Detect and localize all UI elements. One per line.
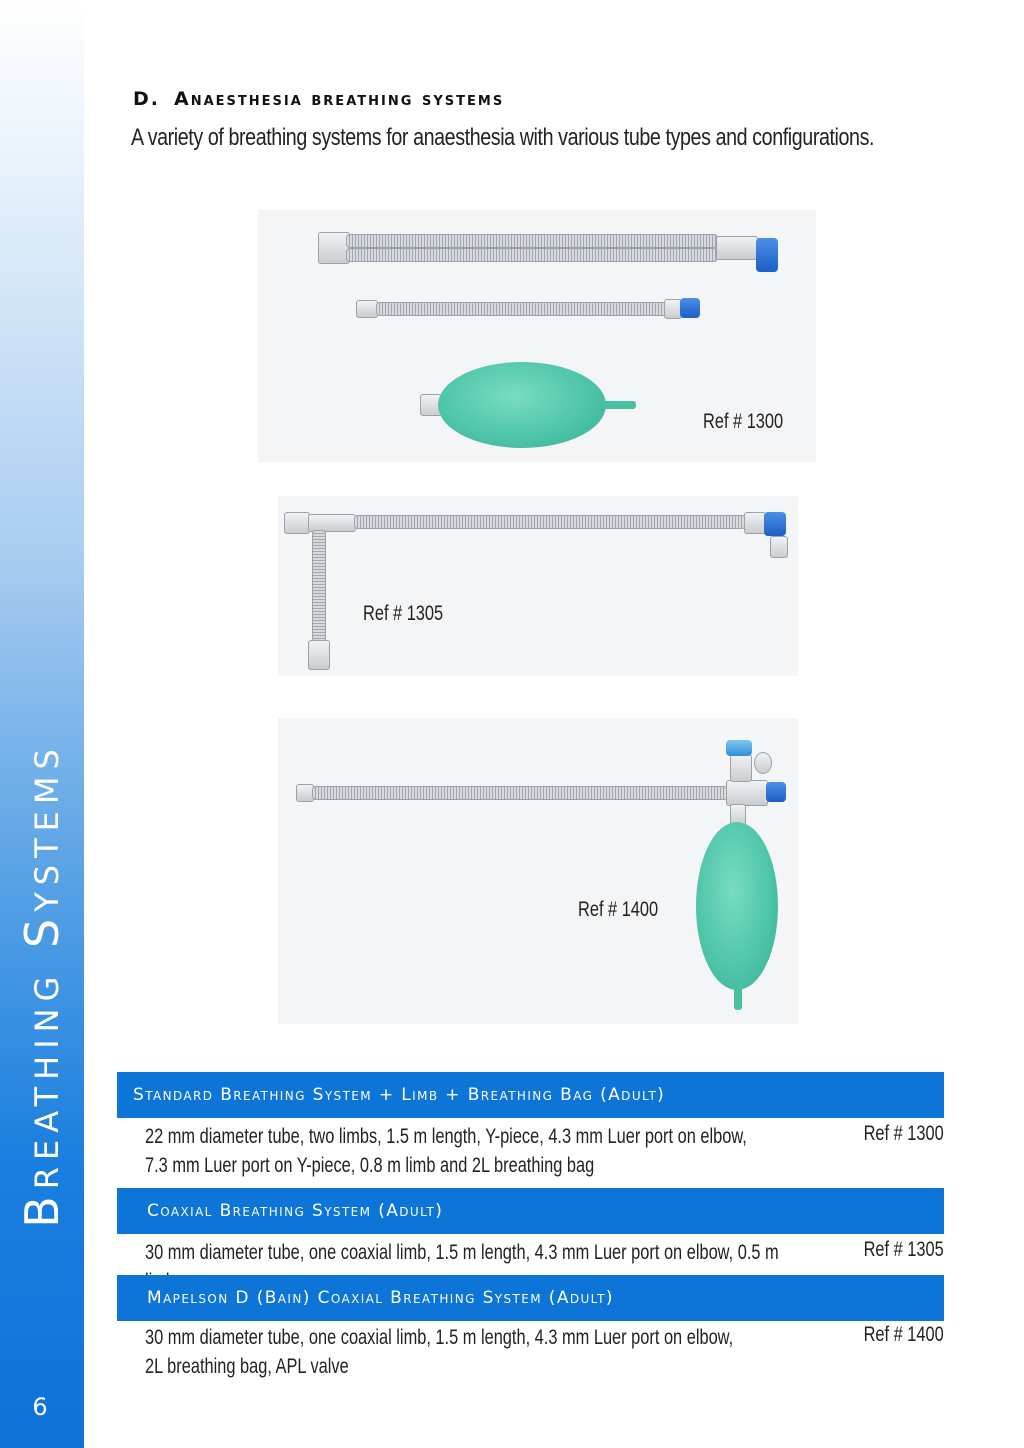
product-title-1305: Coaxial Breathing System (Adult) bbox=[117, 1188, 944, 1234]
breathing-bag bbox=[438, 362, 606, 448]
photo-ref-label: Ref # 1300 bbox=[703, 410, 784, 433]
product-desc-1400-line2: 2L breathing bag, APL valve bbox=[145, 1355, 349, 1378]
product-ref-1300: Ref # 1300 bbox=[863, 1122, 944, 1145]
section-title: Anaesthesia breathing systems bbox=[174, 88, 505, 110]
product-ref-1305: Ref # 1305 bbox=[863, 1238, 944, 1261]
page-number: 6 bbox=[32, 1393, 48, 1421]
corrugated-tube bbox=[376, 302, 668, 316]
bag-tail bbox=[602, 401, 636, 409]
corrugated-tube bbox=[346, 234, 718, 248]
apl-valve-knob bbox=[754, 752, 772, 774]
section-letter: D. bbox=[133, 88, 160, 110]
tube-connector bbox=[356, 300, 378, 318]
tube-connector bbox=[284, 512, 310, 534]
product-photo-1305 bbox=[278, 496, 798, 676]
product-desc-1400-line1: 30 mm diameter tube, one coaxial limb, 1.5 m length, 4.3 mm Luer port on elbow, bbox=[145, 1326, 734, 1349]
photo-ref-label: Ref # 1305 bbox=[363, 602, 444, 625]
tube-end-connector bbox=[766, 782, 786, 802]
intro-text: A variety of breathing systems for anaesthesia with various tube types and configurations. bbox=[131, 124, 875, 151]
sidebar bbox=[0, 0, 84, 1448]
y-piece bbox=[716, 236, 758, 260]
product-photo-1400 bbox=[278, 718, 798, 1024]
bag-tail bbox=[734, 986, 742, 1010]
corrugated-tube bbox=[346, 248, 718, 262]
tube-connector bbox=[744, 512, 766, 534]
elbow-port bbox=[770, 536, 788, 558]
product-title-1400: Mapelson D (Bain) Coaxial Breathing System (Adult) bbox=[117, 1275, 944, 1321]
breathing-bag bbox=[696, 822, 778, 990]
apl-valve-body bbox=[730, 754, 752, 782]
tube-end-connector bbox=[680, 298, 700, 318]
sidebar-title: Breathing Systems bbox=[15, 742, 69, 1228]
product-desc-1300-line2: 7.3 mm Luer port on Y-piece, 0.8 m limb and 2L breathing bag bbox=[145, 1154, 595, 1177]
apl-valve-cap bbox=[726, 740, 752, 756]
section-heading bbox=[133, 88, 504, 110]
product-desc-1305-line1: 30 mm diameter tube, one coaxial limb, 1.5 m length, 4.3 mm Luer port on elbow, 0.5 m bbox=[145, 1241, 779, 1264]
elbow-connector bbox=[764, 512, 786, 536]
product-title-1300: Standard Breathing System + Limb + Breathing Bag (Adult) bbox=[117, 1072, 944, 1118]
product-desc-1300-line1: 22 mm diameter tube, two limbs, 1.5 m length, Y-piece, 4.3 mm Luer port on elbow, bbox=[145, 1125, 747, 1148]
product-ref-1400: Ref # 1400 bbox=[863, 1323, 944, 1346]
product-photo-1300 bbox=[258, 210, 816, 462]
vertical-limb bbox=[312, 530, 326, 642]
elbow-connector bbox=[756, 238, 778, 272]
coaxial-tube bbox=[354, 515, 746, 529]
t-piece bbox=[726, 780, 768, 806]
limb-connector bbox=[308, 640, 330, 670]
coaxial-tube bbox=[312, 786, 728, 800]
photo-ref-label: Ref # 1400 bbox=[578, 898, 659, 921]
